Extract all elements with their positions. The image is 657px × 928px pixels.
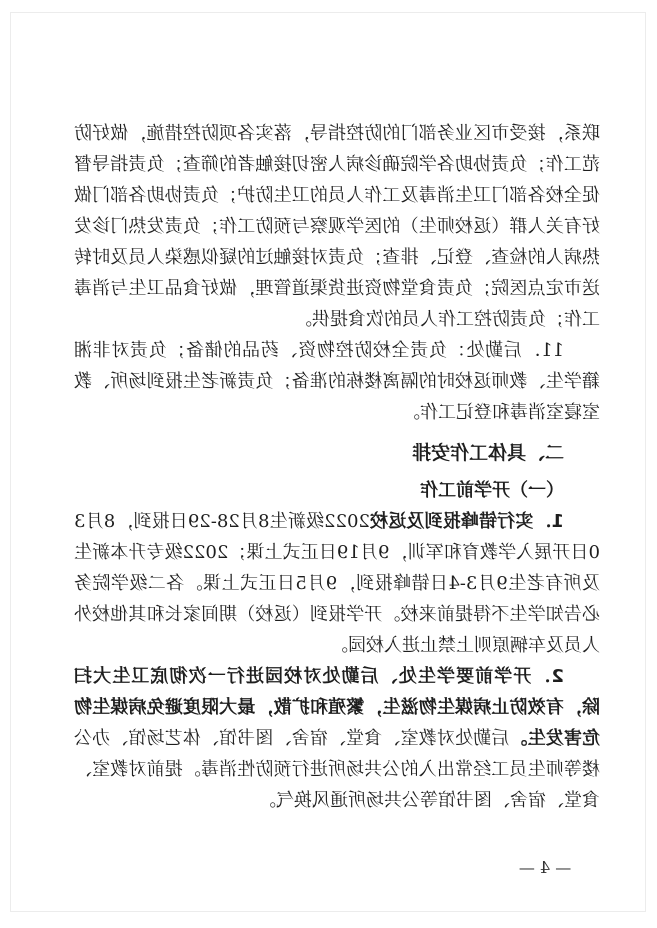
page-number: — 4 — bbox=[518, 858, 572, 877]
item-1-lead: 1．实行错峰报到及返校 bbox=[369, 511, 564, 532]
item-2-paragraph bbox=[74, 661, 600, 816]
item-1-body: 2022级新生8月28-29日报到，8月30日开展入学教育和军训，9月19日正式上课；2022级专升本新生及所有老生9月3-4日错峰报到，9月5日正式上课。各二级学院务必告知学生不得提前来校。开学报到（返校）期间家长和其他校外人员及车辆原则上禁止进入校园。 bbox=[74, 511, 600, 656]
item-2-lead: 2．开学前要学生处、后勤处对校园进行一次彻底卫生大扫除，有效防止病媒生物滋生，繁殖和扩散，最大限度避免病媒生物危害发生。 bbox=[74, 666, 600, 749]
page-content bbox=[74, 118, 600, 816]
section-heading: 二、具体工作安排 bbox=[411, 442, 564, 464]
item-2-body: 后勤处对教室、食堂、宿舍、图书馆、体艺场馆、办公楼等师生员工经常出入的公共场所进行预防性消毒。提前对教室、食堂、宿舍、图书馆等公共场所通风换气。 bbox=[73, 728, 600, 811]
subsection-heading: （一）开学前工作 bbox=[420, 480, 564, 501]
paragraph-logistics-duties: 联系，接受市区业务部门的防控指导，落实各项防控措施，做好防范工作；负责协助各学院确诊病人密切接触者的筛查；负责指导督促全校各部门卫生消毒及工作人员的卫生防护；负责协助各部门做好有关人群（返校师生）的医学观察与预防工作；负责发热门诊发热病人的检查、登记、排查；负责对接触过的疑似感染人员及时转送市定点医院；负责食堂物资进货渠道管理，做好食品卫生与消毒工作；负责防控工作人员的饮食提供。 bbox=[74, 123, 600, 330]
item-1-paragraph bbox=[74, 506, 600, 661]
paragraph-rear-services: 11．后勤处：负责全校防控物资、药品的储备；负责对非湘籍学生、教师返校时的隔离楼栋的准备；负责新老生报到场所、教室寝室消毒和登记工作。 bbox=[74, 340, 600, 423]
